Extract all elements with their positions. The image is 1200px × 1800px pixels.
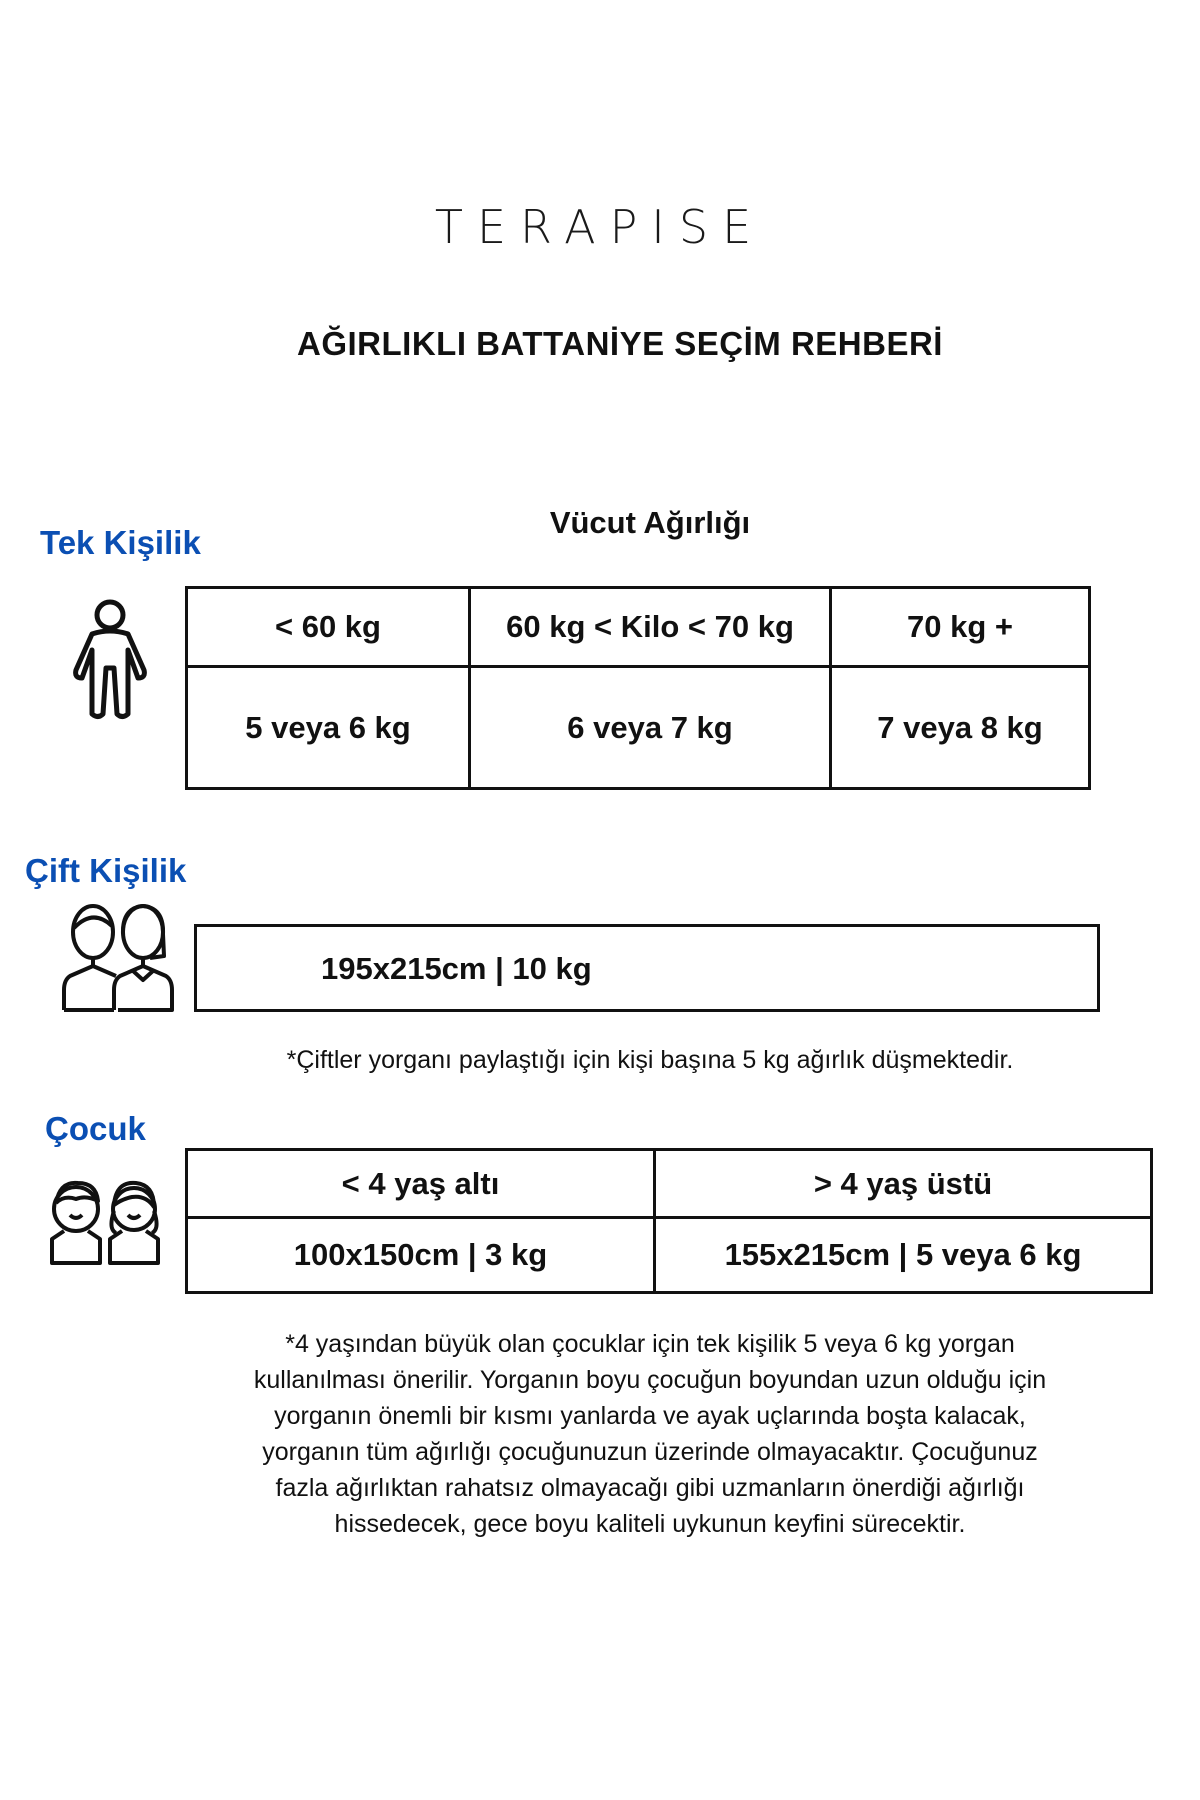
age-range-cell: < 4 yaş altı [187,1150,655,1218]
brand-logo: TERAPISE [434,200,766,254]
age-range-cell: > 4 yaş üstü [655,1150,1152,1218]
child-blanket-cell: 100x150cm | 3 kg [187,1218,655,1293]
child-size-table [185,1148,1153,1294]
couple-icon [60,900,178,1012]
blanket-weight-cell: 5 veya 6 kg [187,667,470,789]
double-size-value: 195x215cm | 10 kg [321,951,592,986]
weight-range-cell: 70 kg + [831,588,1090,667]
note-line: fazla ağırlıktan rahatsız olmayacağı gibi uzmanların önerdiği ağırlığı [275,1474,1025,1502]
page-title: AĞIRLIKLI BATTANİYE SEÇİM REHBERİ [297,325,943,362]
weight-range-cell: < 60 kg [187,588,470,667]
section-label-single: Tek Kişilik [40,524,201,561]
person-icon [70,598,150,720]
single-weight-table [185,586,1091,790]
children-icon [46,1175,166,1265]
note-line: yorganın önemli bir kısmı yanlarda ve ayak uçlarında boşta kalacak, [274,1402,1026,1430]
body-weight-heading: Vücut Ağırlığı [549,505,751,540]
note-line: hissedecek, gece boyu kaliteli uykunun keyfini sürecektir. [334,1510,966,1538]
note-line: kullanılması önerilir. Yorganın boyu çocuğun boyundan uzun olduğu için [253,1366,1047,1394]
child-note [150,1326,1150,1542]
section-label-double: Çift Kişilik [25,852,187,889]
section-label-child: Çocuk [45,1110,146,1147]
child-blanket-cell: 155x215cm | 5 veya 6 kg [655,1218,1152,1293]
double-note: *Çiftler yorganı paylaştığı için kişi başına 5 kg ağırlık düşmektedir. [286,1046,1014,1074]
double-size-box [194,924,1100,1012]
blanket-weight-cell: 6 veya 7 kg [470,667,831,789]
note-line: *4 yaşından büyük olan çocuklar için tek kişilik 5 veya 6 kg yorgan [285,1330,1015,1358]
note-line: yorganın tüm ağırlığı çocuğunuzun üzerinde olmayacaktır. Çocuğunuz [262,1438,1038,1466]
blanket-weight-cell: 7 veya 8 kg [831,667,1090,789]
weight-range-cell: 60 kg < Kilo < 70 kg [470,588,831,667]
